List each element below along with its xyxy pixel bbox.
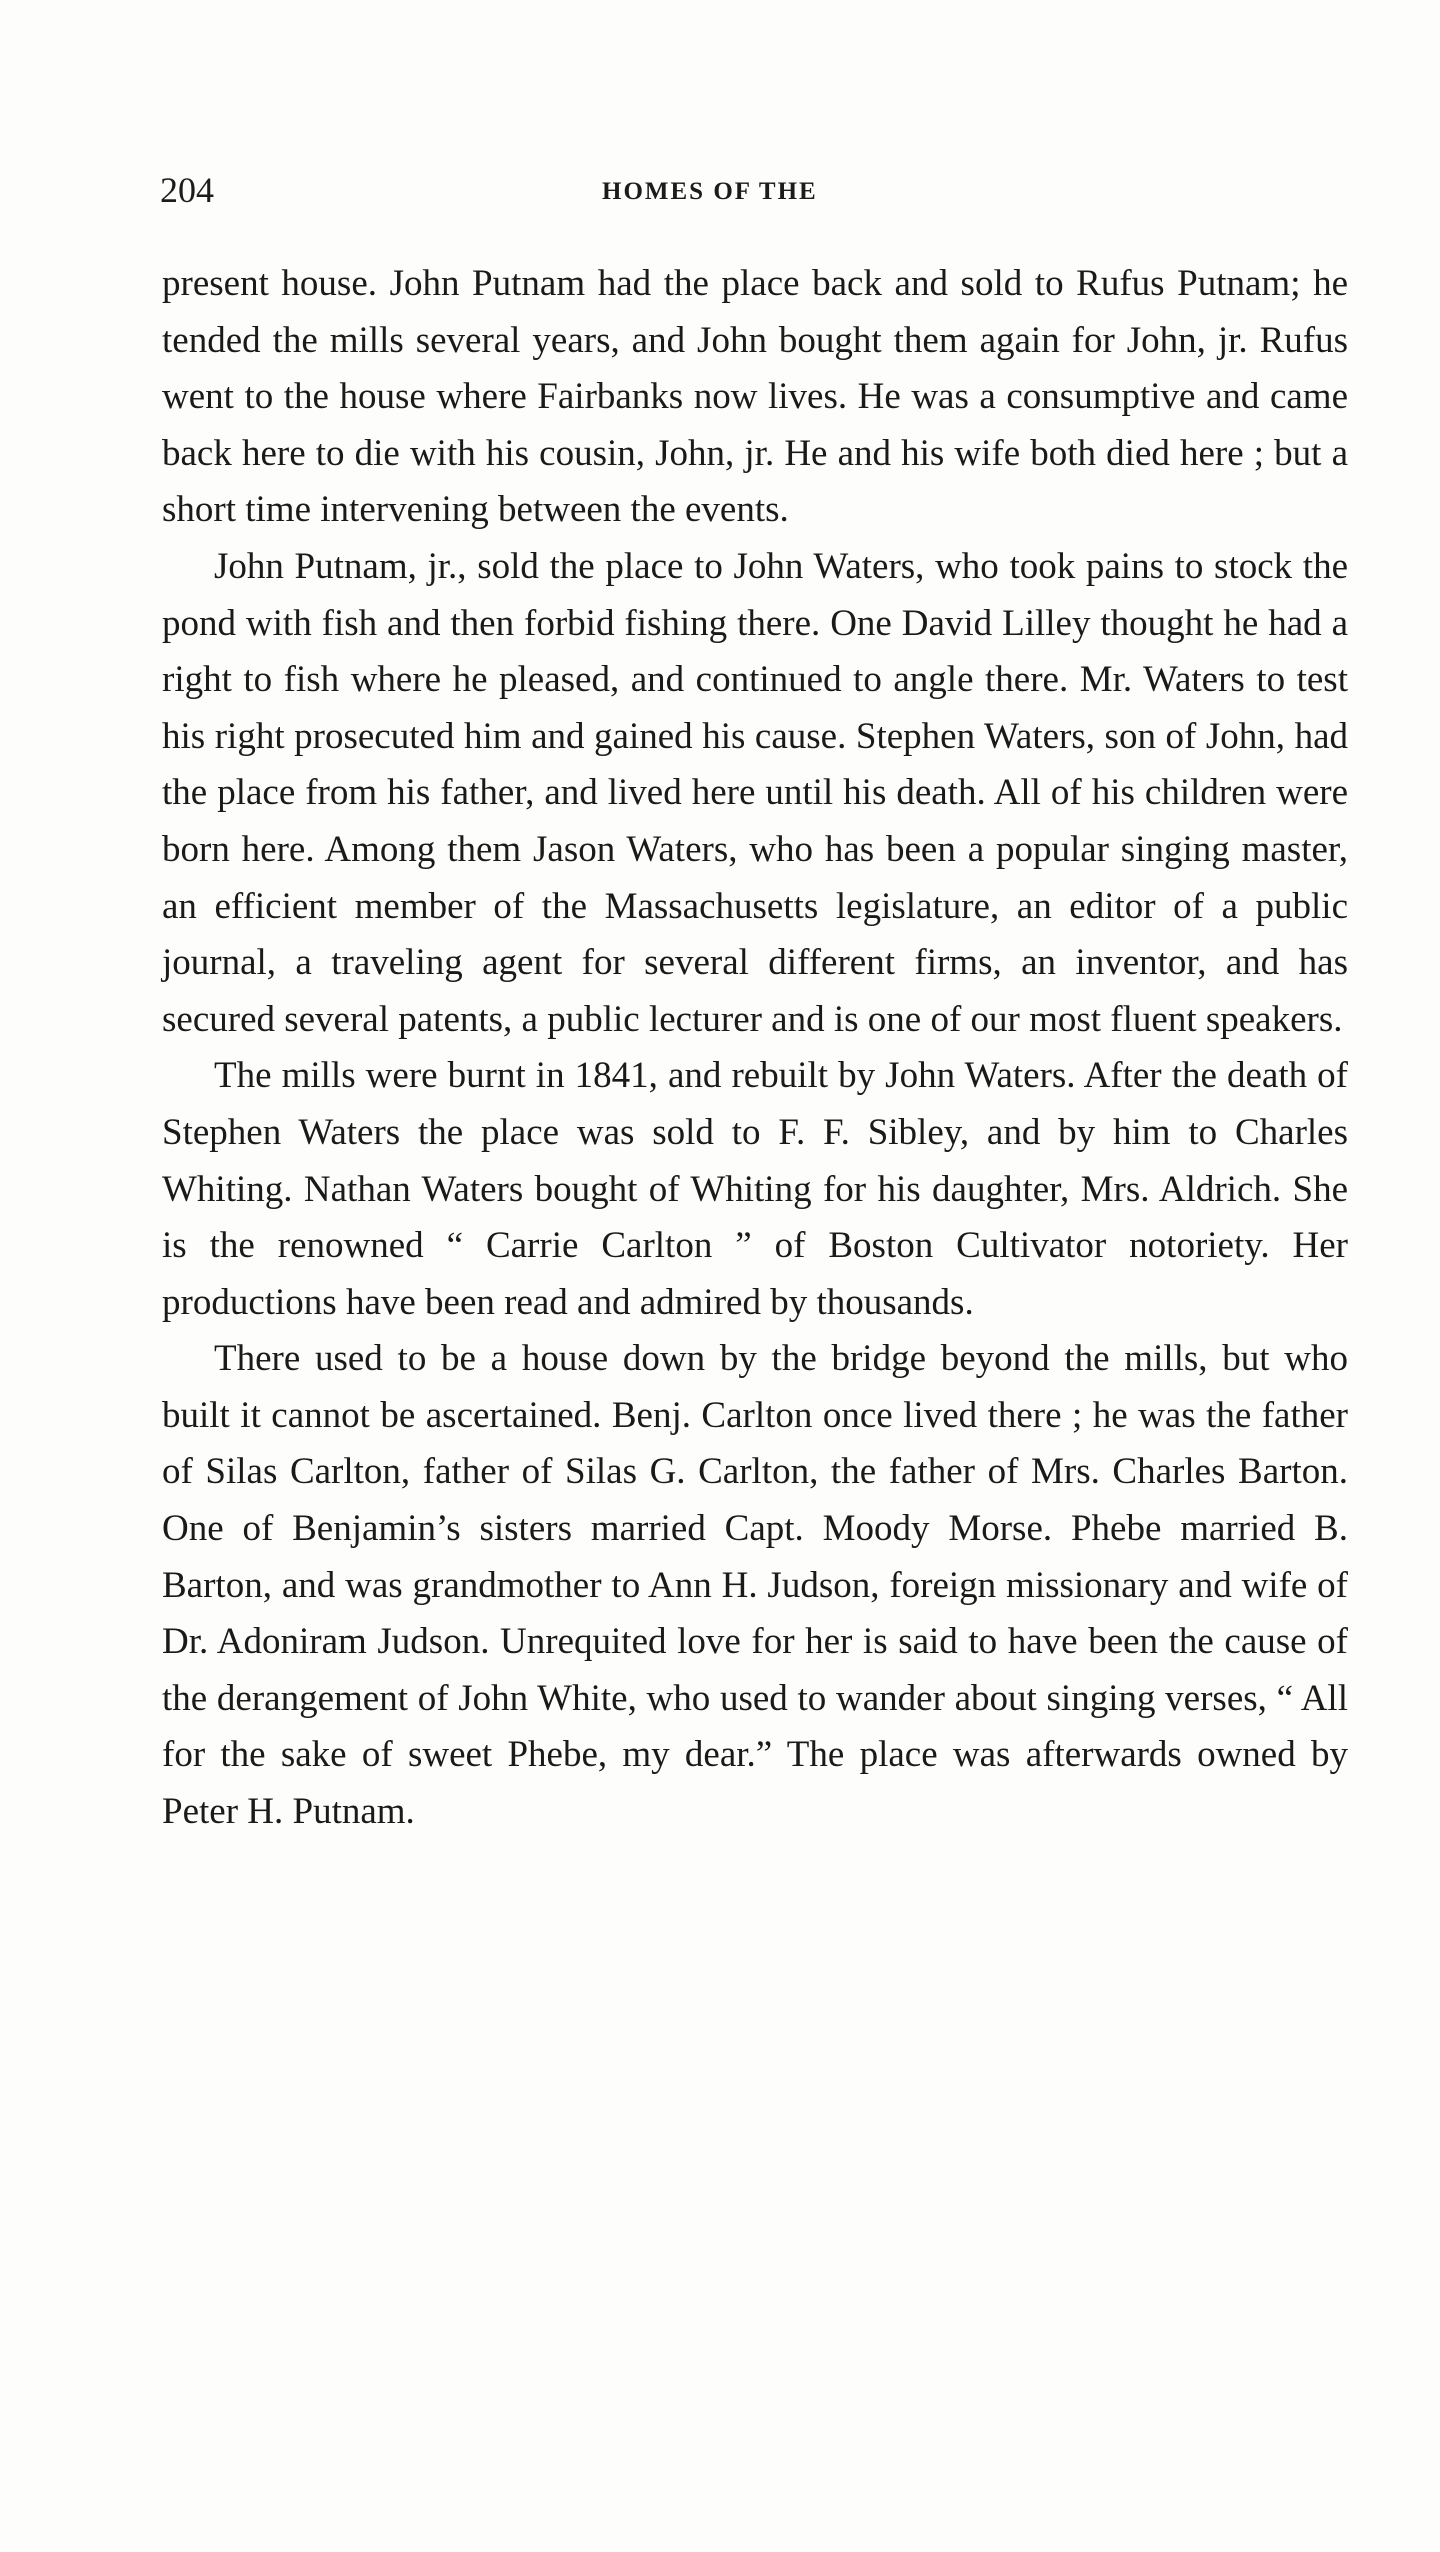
paragraph: John Putnam, jr., sold the place to John Waters, who took pains to stock the pond with fish and then forbid fishing there. One David Lilley thought he had a right to fish where he pleased, and continued to angle there. Mr. Waters to test his right prosecuted him and gained his cause. Stephen Waters, son of John, had the place from his father, and lived here until his death. All of his children were born here. Among them Jason Waters, who has been a popular singing master, an efficient member of the Massachusetts legislature, an editor of a public journal, a traveling agent for several different firms, an inventor, and has secured several patents, a public lecturer and is one of our most fluent speakers. xyxy=(162,545,1348,1040)
running-head xyxy=(160,168,1340,212)
paragraph-continued: present house. John Putnam had the place back and sold to Rufus Putnam; he tended the mills several years, and John bought them again for John, jr. Rufus went to the house where Fairbanks now lives. He was a consumptive and came back here to die with his cousin, John, jr. He and his wife both died here ; but a short time intervening between the events. xyxy=(162,263,1348,531)
paragraph: There used to be a house down by the bridge beyond the mills, but who built it cannot be ascertained. Benj. Carlton once lived there ; he was the father of Silas Carlton, father of Silas G. Carlton, the father of Mrs. Charles Barton. One of Benjamin’s sisters married Capt. Moody Morse. Phebe married B. Barton, and was grandmother to Ann H. Judson, foreign missionary and wife of Dr. Adoniram Judson. Unrequited love for her is said to have been the cause of the derangement of John White, who used to wander about singing verses, “ All for the sake of sweet Phebe, my dear.” The place was afterwards owned by Peter H. Putnam. xyxy=(162,1338,1348,1833)
page-number: 204 xyxy=(160,170,214,210)
running-title: HOMES OF THE xyxy=(602,178,818,205)
paragraph: The mills were burnt in 1841, and rebuilt by John Waters. After the death of Stephen Waters the place was sold to F. F. Sibley, and by him to Charles Whiting. Nathan Waters bought of Whiting for his daughter, Mrs. Aldrich. She is the renowned “ Carrie Carlton ” of Boston Cultivator notoriety. Her productions have been read and admired by thousands. xyxy=(162,1055,1348,1323)
body-text xyxy=(162,256,1348,1841)
